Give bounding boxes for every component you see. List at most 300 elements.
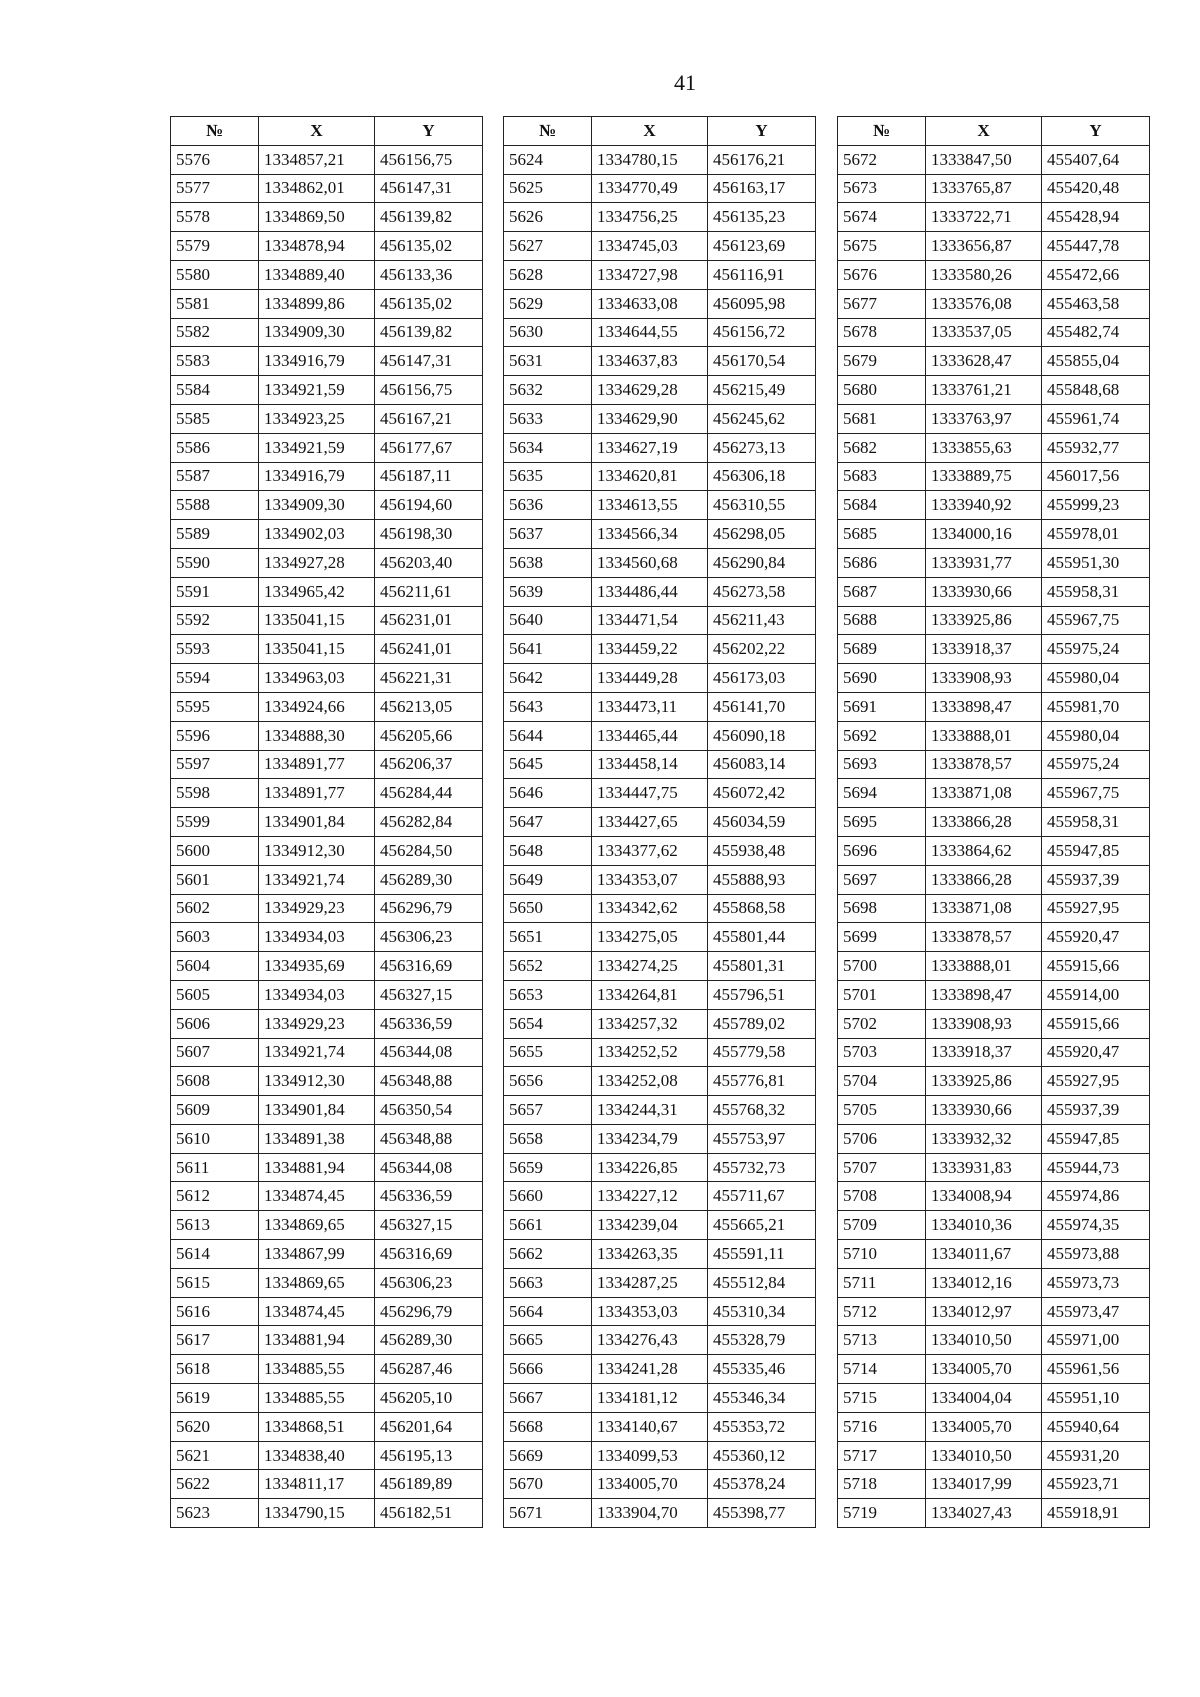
table-row <box>504 865 816 894</box>
cell-number: 5624 <box>504 145 592 174</box>
cell-x: 1333918,37 <box>926 635 1042 664</box>
cell-x: 1334274,25 <box>592 952 708 981</box>
cell-number: 5664 <box>504 1297 592 1326</box>
cell-x: 1334921,59 <box>259 376 375 405</box>
cell-y: 456205,66 <box>375 721 483 750</box>
cell-x: 1334181,12 <box>592 1384 708 1413</box>
cell-y: 456336,59 <box>375 1009 483 1038</box>
cell-x: 1334010,50 <box>926 1441 1042 1470</box>
cell-x: 1334620,81 <box>592 462 708 491</box>
cell-y: 455973,73 <box>1042 1268 1150 1297</box>
column-header-number: № <box>838 117 926 146</box>
cell-y: 455938,48 <box>708 836 816 865</box>
cell-y: 455855,04 <box>1042 347 1150 376</box>
cell-y: 456348,88 <box>375 1067 483 1096</box>
table-row <box>171 980 483 1009</box>
table-row <box>504 404 816 433</box>
table-row <box>838 145 1150 174</box>
cell-number: 5591 <box>171 577 259 606</box>
cell-x: 1334459,22 <box>592 635 708 664</box>
cell-number: 5590 <box>171 548 259 577</box>
cell-number: 5618 <box>171 1355 259 1384</box>
cell-x: 1333930,66 <box>926 1096 1042 1125</box>
cell-x: 1334963,03 <box>259 664 375 693</box>
table-row <box>504 779 816 808</box>
table-body <box>504 145 816 1527</box>
cell-number: 5673 <box>838 174 926 203</box>
table-row <box>838 1124 1150 1153</box>
cell-x: 1334353,03 <box>592 1297 708 1326</box>
cell-x: 1334276,43 <box>592 1326 708 1355</box>
table-row <box>171 203 483 232</box>
table-row <box>504 1240 816 1269</box>
cell-y: 456273,13 <box>708 433 816 462</box>
cell-y: 456211,43 <box>708 606 816 635</box>
table-row <box>171 1182 483 1211</box>
cell-x: 1333537,05 <box>926 318 1042 347</box>
cell-x: 1334449,28 <box>592 664 708 693</box>
table-row <box>171 779 483 808</box>
cell-x: 1334005,70 <box>926 1412 1042 1441</box>
table-row <box>504 462 816 491</box>
cell-number: 5615 <box>171 1268 259 1297</box>
cell-y: 455920,47 <box>1042 1038 1150 1067</box>
cell-x: 1334912,30 <box>259 836 375 865</box>
table-row <box>504 980 816 1009</box>
table-row <box>504 347 816 376</box>
table-row <box>171 1153 483 1182</box>
cell-y: 456316,69 <box>375 1240 483 1269</box>
cell-y: 456156,75 <box>375 376 483 405</box>
table-row <box>504 1211 816 1240</box>
table-row <box>504 1499 816 1528</box>
table-row <box>171 692 483 721</box>
cell-x: 1334234,79 <box>592 1124 708 1153</box>
cell-y: 455378,24 <box>708 1470 816 1499</box>
cell-x: 1333866,28 <box>926 865 1042 894</box>
table-row <box>171 174 483 203</box>
cell-number: 5609 <box>171 1096 259 1125</box>
table-row <box>838 1009 1150 1038</box>
cell-y: 455947,85 <box>1042 1124 1150 1153</box>
cell-number: 5602 <box>171 894 259 923</box>
cell-number: 5677 <box>838 289 926 318</box>
table-row <box>504 1153 816 1182</box>
cell-x: 1333847,50 <box>926 145 1042 174</box>
cell-x: 1333930,66 <box>926 577 1042 606</box>
cell-y: 456141,70 <box>708 692 816 721</box>
cell-y: 455931,20 <box>1042 1441 1150 1470</box>
cell-y: 456195,13 <box>375 1441 483 1470</box>
table-row <box>504 1096 816 1125</box>
cell-x: 1334004,04 <box>926 1384 1042 1413</box>
table-row <box>171 1211 483 1240</box>
cell-y: 456177,67 <box>375 433 483 462</box>
table-row <box>838 433 1150 462</box>
table-row <box>504 894 816 923</box>
table-row <box>504 1297 816 1326</box>
cell-y: 455310,34 <box>708 1297 816 1326</box>
cell-x: 1333889,75 <box>926 462 1042 491</box>
cell-x: 1334909,30 <box>259 318 375 347</box>
cell-number: 5666 <box>504 1355 592 1384</box>
cell-x: 1333628,47 <box>926 347 1042 376</box>
cell-y: 456083,14 <box>708 750 816 779</box>
page-number: 41 <box>674 70 696 95</box>
cell-y: 455420,48 <box>1042 174 1150 203</box>
table-row <box>171 721 483 750</box>
cell-y: 456289,30 <box>375 865 483 894</box>
cell-number: 5603 <box>171 923 259 952</box>
cell-number: 5708 <box>838 1182 926 1211</box>
cell-number: 5640 <box>504 606 592 635</box>
cell-x: 1334342,62 <box>592 894 708 923</box>
cell-number: 5586 <box>171 433 259 462</box>
cell-x: 1334353,07 <box>592 865 708 894</box>
table-row <box>171 376 483 405</box>
cell-number: 5669 <box>504 1441 592 1470</box>
cell-x: 1334891,77 <box>259 779 375 808</box>
cell-y: 456206,37 <box>375 750 483 779</box>
cell-x: 1333576,08 <box>926 289 1042 318</box>
table-row <box>504 1384 816 1413</box>
cell-number: 5699 <box>838 923 926 952</box>
cell-y: 455937,39 <box>1042 1096 1150 1125</box>
cell-x: 1334252,52 <box>592 1038 708 1067</box>
cell-number: 5584 <box>171 376 259 405</box>
cell-x: 1334965,42 <box>259 577 375 606</box>
cell-number: 5588 <box>171 491 259 520</box>
cell-x: 1334780,15 <box>592 145 708 174</box>
cell-y: 456211,61 <box>375 577 483 606</box>
cell-x: 1334901,84 <box>259 808 375 837</box>
table-row <box>838 808 1150 837</box>
table-row <box>504 260 816 289</box>
cell-x: 1334923,25 <box>259 404 375 433</box>
cell-y: 456290,84 <box>708 548 816 577</box>
table-row <box>838 635 1150 664</box>
cell-number: 5594 <box>171 664 259 693</box>
cell-x: 1334811,17 <box>259 1470 375 1499</box>
table-row <box>504 606 816 635</box>
cell-number: 5616 <box>171 1297 259 1326</box>
cell-x: 1334929,23 <box>259 894 375 923</box>
cell-number: 5711 <box>838 1268 926 1297</box>
cell-y: 456116,91 <box>708 260 816 289</box>
cell-number: 5647 <box>504 808 592 837</box>
cell-number: 5639 <box>504 577 592 606</box>
table-row <box>838 260 1150 289</box>
cell-x: 1334929,23 <box>259 1009 375 1038</box>
table-row <box>171 1096 483 1125</box>
cell-x: 1334934,03 <box>259 980 375 1009</box>
cell-number: 5701 <box>838 980 926 1009</box>
cell-x: 1334924,66 <box>259 692 375 721</box>
cell-number: 5654 <box>504 1009 592 1038</box>
cell-y: 455801,44 <box>708 923 816 952</box>
cell-y: 455801,31 <box>708 952 816 981</box>
table-row <box>838 1240 1150 1269</box>
cell-y: 455927,95 <box>1042 1067 1150 1096</box>
cell-y: 456090,18 <box>708 721 816 750</box>
cell-x: 1334239,04 <box>592 1211 708 1240</box>
table-row <box>504 1355 816 1384</box>
table-row <box>171 289 483 318</box>
table-row <box>838 1326 1150 1355</box>
table-row <box>838 1182 1150 1211</box>
cell-y: 456176,21 <box>708 145 816 174</box>
cell-number: 5710 <box>838 1240 926 1269</box>
table-row <box>171 577 483 606</box>
cell-y: 456189,89 <box>375 1470 483 1499</box>
cell-number: 5578 <box>171 203 259 232</box>
table-row <box>838 1038 1150 1067</box>
table-row <box>504 1326 816 1355</box>
cell-number: 5717 <box>838 1441 926 1470</box>
cell-number: 5633 <box>504 404 592 433</box>
cell-x: 1334934,03 <box>259 923 375 952</box>
cell-y: 455975,24 <box>1042 635 1150 664</box>
cell-x: 1333925,86 <box>926 1067 1042 1096</box>
cell-y: 455776,81 <box>708 1067 816 1096</box>
cell-number: 5636 <box>504 491 592 520</box>
cell-number: 5582 <box>171 318 259 347</box>
table-row <box>504 1412 816 1441</box>
cell-number: 5576 <box>171 145 259 174</box>
cell-x: 1333908,93 <box>926 1009 1042 1038</box>
table-row <box>838 923 1150 952</box>
table-row <box>838 404 1150 433</box>
cell-x: 1334627,19 <box>592 433 708 462</box>
cell-y: 455920,47 <box>1042 923 1150 952</box>
cell-y: 456316,69 <box>375 952 483 981</box>
table-row <box>171 1240 483 1269</box>
cell-x: 1334257,32 <box>592 1009 708 1038</box>
cell-number: 5657 <box>504 1096 592 1125</box>
table-row <box>838 1096 1150 1125</box>
cell-x: 1334869,50 <box>259 203 375 232</box>
table-row <box>838 606 1150 635</box>
table-row <box>838 491 1150 520</box>
cell-x: 1333940,92 <box>926 491 1042 520</box>
cell-number: 5674 <box>838 203 926 232</box>
table-row <box>504 635 816 664</box>
cell-y: 456198,30 <box>375 520 483 549</box>
cell-x: 1334458,14 <box>592 750 708 779</box>
cell-x: 1334874,45 <box>259 1297 375 1326</box>
table-row <box>171 1499 483 1528</box>
table-row <box>838 1441 1150 1470</box>
cell-x: 1334888,30 <box>259 721 375 750</box>
coordinates-table-2 <box>503 116 816 1528</box>
cell-y: 455346,34 <box>708 1384 816 1413</box>
cell-y: 455753,97 <box>708 1124 816 1153</box>
cell-x: 1334465,44 <box>592 721 708 750</box>
cell-number: 5580 <box>171 260 259 289</box>
table-body <box>171 145 483 1527</box>
cell-x: 1334921,59 <box>259 433 375 462</box>
cell-y: 455958,31 <box>1042 808 1150 837</box>
cell-x: 1334885,55 <box>259 1355 375 1384</box>
cell-number: 5645 <box>504 750 592 779</box>
cell-x: 1334745,03 <box>592 232 708 261</box>
cell-y: 455848,68 <box>1042 376 1150 405</box>
cell-number: 5684 <box>838 491 926 520</box>
cell-number: 5662 <box>504 1240 592 1269</box>
cell-number: 5686 <box>838 548 926 577</box>
table-row <box>838 779 1150 808</box>
cell-y: 455961,56 <box>1042 1355 1150 1384</box>
cell-y: 455944,73 <box>1042 1153 1150 1182</box>
cell-x: 1333888,01 <box>926 952 1042 981</box>
cell-y: 455512,84 <box>708 1268 816 1297</box>
table-row <box>171 1124 483 1153</box>
cell-number: 5661 <box>504 1211 592 1240</box>
cell-x: 1333878,57 <box>926 923 1042 952</box>
cell-x: 1334005,70 <box>592 1470 708 1499</box>
table-row <box>171 318 483 347</box>
cell-y: 456284,44 <box>375 779 483 808</box>
table-row <box>838 462 1150 491</box>
cell-number: 5612 <box>171 1182 259 1211</box>
cell-number: 5690 <box>838 664 926 693</box>
cell-y: 456167,21 <box>375 404 483 433</box>
cell-x: 1333864,62 <box>926 836 1042 865</box>
cell-number: 5712 <box>838 1297 926 1326</box>
cell-x: 1333871,08 <box>926 894 1042 923</box>
cell-y: 455447,78 <box>1042 232 1150 261</box>
cell-number: 5597 <box>171 750 259 779</box>
cell-y: 456201,64 <box>375 1412 483 1441</box>
cell-x: 1334902,03 <box>259 520 375 549</box>
cell-x: 1334899,86 <box>259 289 375 318</box>
cell-x: 1334010,50 <box>926 1326 1042 1355</box>
table-row <box>504 1009 816 1038</box>
table-row <box>171 836 483 865</box>
table-row <box>838 1499 1150 1528</box>
cell-x: 1333908,93 <box>926 664 1042 693</box>
cell-number: 5687 <box>838 577 926 606</box>
table-row <box>504 174 816 203</box>
table-row <box>504 203 816 232</box>
cell-y: 456310,55 <box>708 491 816 520</box>
table-row <box>838 1268 1150 1297</box>
cell-number: 5707 <box>838 1153 926 1182</box>
cell-x: 1333871,08 <box>926 779 1042 808</box>
cell-x: 1334637,83 <box>592 347 708 376</box>
cell-x: 1334473,11 <box>592 692 708 721</box>
cell-number: 5614 <box>171 1240 259 1269</box>
cell-x: 1334486,44 <box>592 577 708 606</box>
cell-y: 455768,32 <box>708 1096 816 1125</box>
cell-y: 456306,18 <box>708 462 816 491</box>
cell-number: 5665 <box>504 1326 592 1355</box>
column-header-number: № <box>504 117 592 146</box>
cell-y: 456170,54 <box>708 347 816 376</box>
cell-number: 5700 <box>838 952 926 981</box>
table-row <box>838 1297 1150 1326</box>
table-row <box>504 491 816 520</box>
cell-number: 5713 <box>838 1326 926 1355</box>
cell-y: 455591,11 <box>708 1240 816 1269</box>
cell-y: 455967,75 <box>1042 606 1150 635</box>
cell-number: 5648 <box>504 836 592 865</box>
cell-number: 5638 <box>504 548 592 577</box>
table-row <box>171 1326 483 1355</box>
cell-number: 5579 <box>171 232 259 261</box>
cell-x: 1333761,21 <box>926 376 1042 405</box>
table-row <box>504 232 816 261</box>
cell-y: 455947,85 <box>1042 836 1150 865</box>
cell-number: 5611 <box>171 1153 259 1182</box>
cell-y: 456221,31 <box>375 664 483 693</box>
table-row <box>171 462 483 491</box>
cell-y: 456344,08 <box>375 1153 483 1182</box>
table-row <box>504 1441 816 1470</box>
cell-y: 456147,31 <box>375 347 483 376</box>
cell-number: 5620 <box>171 1412 259 1441</box>
table-row <box>171 347 483 376</box>
cell-number: 5592 <box>171 606 259 635</box>
cell-x: 1334891,77 <box>259 750 375 779</box>
table-row <box>171 548 483 577</box>
cell-number: 5581 <box>171 289 259 318</box>
table-row <box>171 1297 483 1326</box>
table-row <box>171 1009 483 1038</box>
table-row <box>838 289 1150 318</box>
cell-x: 1334862,01 <box>259 174 375 203</box>
cell-number: 5628 <box>504 260 592 289</box>
cell-y: 455360,12 <box>708 1441 816 1470</box>
cell-number: 5716 <box>838 1412 926 1441</box>
cell-x: 1334633,08 <box>592 289 708 318</box>
cell-y: 456348,88 <box>375 1124 483 1153</box>
table-body <box>838 145 1150 1527</box>
table-row <box>504 1124 816 1153</box>
cell-y: 455974,86 <box>1042 1182 1150 1211</box>
cell-number: 5689 <box>838 635 926 664</box>
cell-x: 1334889,40 <box>259 260 375 289</box>
cell-x: 1334287,25 <box>592 1268 708 1297</box>
cell-x: 1334447,75 <box>592 779 708 808</box>
cell-number: 5601 <box>171 865 259 894</box>
table-header-row <box>171 117 483 146</box>
cell-x: 1334644,55 <box>592 318 708 347</box>
cell-number: 5685 <box>838 520 926 549</box>
table-row <box>504 923 816 952</box>
table-row <box>504 1268 816 1297</box>
cell-number: 5718 <box>838 1470 926 1499</box>
table-row <box>838 1067 1150 1096</box>
cell-number: 5607 <box>171 1038 259 1067</box>
table-row <box>838 664 1150 693</box>
cell-x: 1334921,74 <box>259 1038 375 1067</box>
cell-number: 5681 <box>838 404 926 433</box>
table-row <box>838 548 1150 577</box>
cell-y: 456034,59 <box>708 808 816 837</box>
cell-x: 1333855,63 <box>926 433 1042 462</box>
table-row <box>838 1153 1150 1182</box>
cell-x: 1334869,65 <box>259 1211 375 1240</box>
cell-number: 5678 <box>838 318 926 347</box>
cell-y: 456182,51 <box>375 1499 483 1528</box>
cell-y: 456017,56 <box>1042 462 1150 491</box>
table-row <box>171 808 483 837</box>
column-header-x: X <box>259 117 375 146</box>
cell-y: 456156,75 <box>375 145 483 174</box>
cell-x: 1334857,21 <box>259 145 375 174</box>
cell-number: 5632 <box>504 376 592 405</box>
